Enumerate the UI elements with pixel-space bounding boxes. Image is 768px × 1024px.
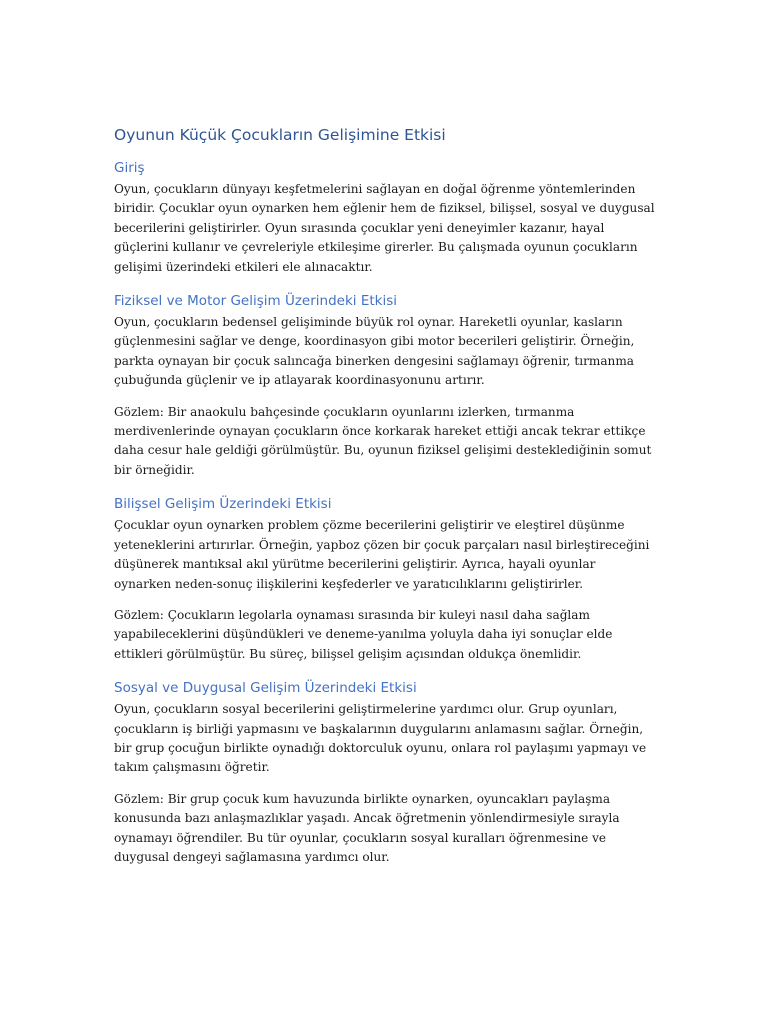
section-introduction [114, 159, 656, 277]
section-heading-social-emotional: Sosyal ve Duygusal Gelişim Üzerindeki Etkisi [114, 680, 417, 697]
observation-paragraph: Gözlem: Bir grup çocuk kum havuzunda birlikte oynarken, oyuncakları paylaşma konusunda bazı anlaşmazlıklar yaşadı. Ancak öğretmenin yönlendirmesiyle sırayla oynamayı öğrendiler. Bu tür oyunlar, çocukların sosyal kuralları öğrenmesine ve duygusal dengeyi sağlamasına yardımcı olur. [114, 791, 620, 864]
section-physical-motor [114, 292, 656, 480]
section-heading-introduction: Giriş [114, 160, 145, 176]
document-page [114, 124, 656, 882]
paragraph: Çocuklar oyun oynarken problem çözme becerilerini geliştirir ve eleştirel düşünme yeteneklerini artırırlar. Örneğin, yapboz çözen bir çocuk parçaları nasıl birleştireceğini düşünerek mantıksal akıl yürütme becerilerini geliştirir. Ayrıca, hayali oyunlar oynarken neden-sonuç ilişkilerini keşfederler ve yaratıcılıklarını geliştirirler. [114, 518, 650, 591]
section-heading-cognitive: Bilişsel Gelişim Üzerindeki Etkisi [114, 496, 332, 513]
section-cognitive [114, 495, 656, 664]
section-social-emotional [114, 679, 656, 867]
section-heading-physical-motor: Fiziksel ve Motor Gelişim Üzerindeki Etkisi [114, 293, 397, 310]
paragraph: Oyun, çocukların dünyayı keşfetmelerini sağlayan en doğal öğrenme yöntemlerinden biridir. Çocuklar oyun oynarken hem eğlenir hem de fiziksel, bilişsel, sosyal ve duygusal becerilerini geliştirirler. Oyun sırasında çocuklar yeni deneyimler kazanır, hayal güçlerini kullanır ve çevreleriyle etkileşime girerler. Bu çalışmada oyunun çocukların gelişimi üzerindeki etkileri ele alınacaktır. [114, 182, 655, 274]
observation-paragraph: Gözlem: Çocukların legolarla oynaması sırasında bir kuleyi nasıl daha sağlam yapabileceklerini düşündükleri ve deneme-yanılma yoluyla daha iyi sonuçlar elde ettikleri görülmüştür. Bu süreç, bilişsel gelişim açısından oldukça önemlidir. [114, 607, 613, 661]
observation-paragraph: Gözlem: Bir anaokulu bahçesinde çocukların oyunlarını izlerken, tırmanma merdivenlerinde oynayan çocukların önce korkarak hareket ettiği ancak tekrar ettikçe daha cesur hale geldiği görülmüştür. Bu, oyunun fiziksel gelişimi desteklediğinin somut bir örneğidir. [114, 404, 652, 477]
document-title: Oyunun Küçük Çocukların Gelişimine Etkisi [114, 126, 446, 144]
paragraph: Oyun, çocukların bedensel gelişiminde büyük rol oynar. Hareketli oyunlar, kasların güçlenmesini sağlar ve denge, koordinasyon gibi motor becerileri geliştirir. Örneğin, parkta oynayan bir çocuk salıncağa binerken dengesini sağlamayı öğrenir, tırmanma çubuğunda güçlenir ve ip atlayarak koordinasyonunu artırır. [114, 315, 635, 388]
paragraph: Oyun, çocukların sosyal becerilerini geliştirmelerine yardımcı olur. Grup oyunları, çocukların iş birliği yapmasını ve başkalarının duygularını anlamasını sağlar. Örneğin, bir grup çocuğun birlikte oynadığı doktorculuk oyunu, onlara rol paylaşımı yapmayı ve takım çalışmasını öğretir. [114, 702, 647, 775]
